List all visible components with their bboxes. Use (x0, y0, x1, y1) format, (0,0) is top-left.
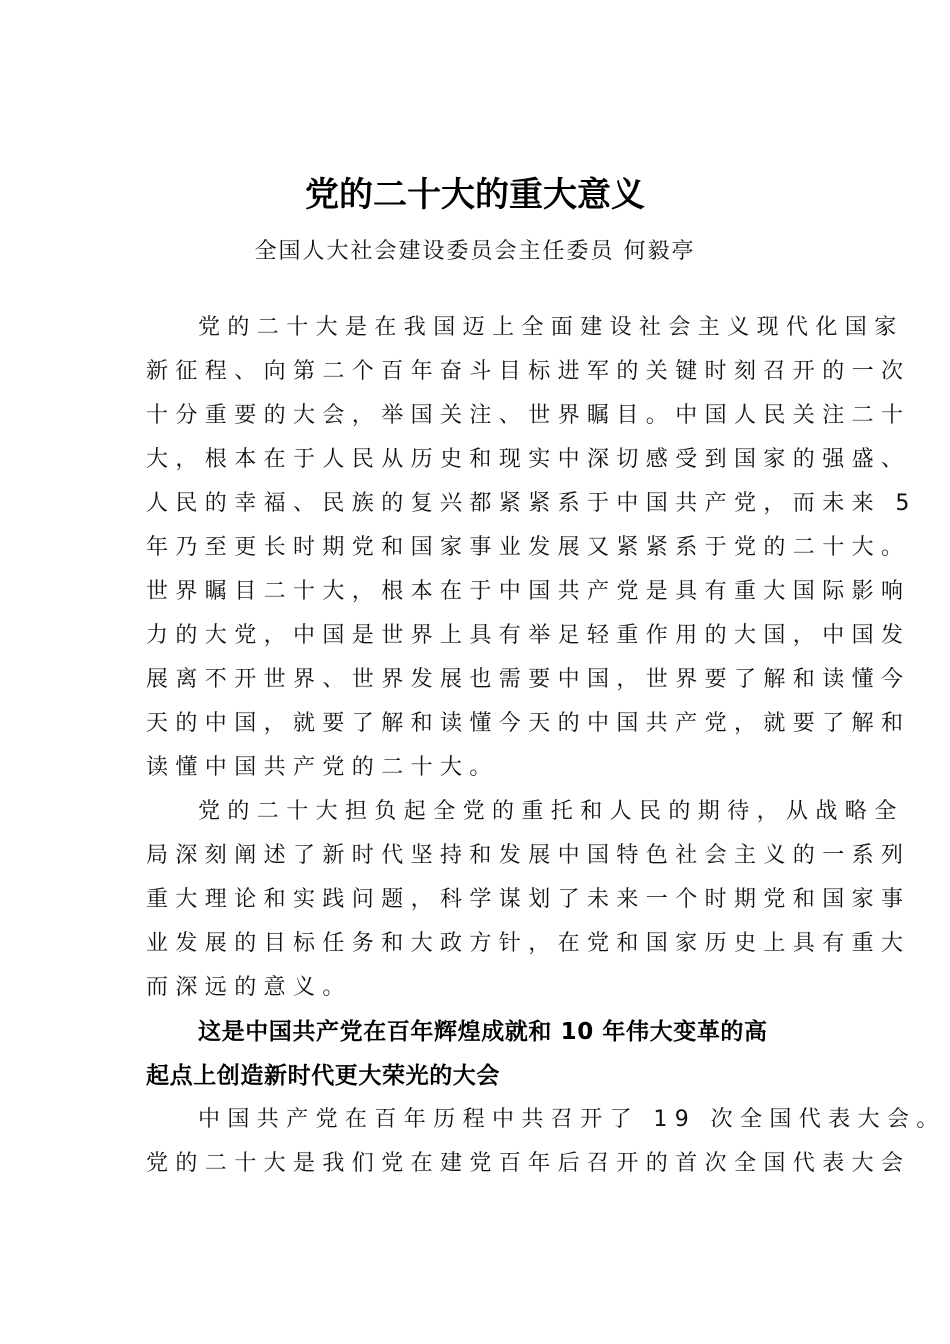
text-line: 党的二十大担负起全党的重托和人民的期待，从战略全 (198, 799, 904, 824)
text-line: 而深远的意义。 (146, 975, 352, 1000)
text-line: 十分重要的大会，举国关注、世界瞩目。中国人民关注二十 (146, 403, 911, 428)
text-line: 重大理论和实践问题，科学谋划了未来一个时期党和国家事 (146, 887, 911, 912)
text-line: 天的中国，就要了解和读懂今天的中国共产党，就要了解和 (146, 711, 911, 736)
text-line: 中国共产党在百年历程中共召开了 19 次全国代表大会。 (198, 1107, 946, 1132)
text-line: 读懂中国共产党的二十大。 (146, 755, 499, 780)
text-line: 业发展的目标任务和大政方针，在党和国家历史上具有重大 (146, 931, 911, 956)
paragraph-1 (146, 306, 917, 790)
text-line: 世界瞩目二十大，根本在于中国共产党是具有重大国际影响 (146, 579, 911, 604)
paragraph-3 (146, 1098, 946, 1186)
text-line: 人民的幸福、民族的复兴都紧紧系于中国共产党，而未来 5 (146, 491, 917, 516)
text-line: 党的二十大是在我国迈上全面建设社会主义现代化国家 (198, 315, 904, 340)
text-line: 党的二十大是我们党在建党百年后召开的首次全国代表大会 (146, 1151, 911, 1176)
document-body (146, 306, 946, 1186)
text-line: 新征程、向第二个百年奋斗目标进军的关键时刻召开的一次 (146, 359, 911, 384)
paragraph-2 (146, 790, 911, 1010)
document-byline: 全国人大社会建设委员会主任委员 何毅亭 (254, 239, 696, 264)
text-line: 大，根本在于人民从历史和现实中深切感受到国家的强盛、 (146, 447, 911, 472)
text-line: 局深刻阐述了新时代坚持和发展中国特色社会主义的一系列 (146, 843, 911, 868)
heading-line: 起点上创造新时代更大荣光的大会 (146, 1063, 500, 1089)
text-line: 力的大党，中国是世界上具有举足轻重作用的大国，中国发 (146, 623, 911, 648)
heading-line: 这是中国共产党在百年辉煌成就和 10 年伟大变革的高 (198, 1019, 768, 1045)
text-line: 展离不开世界、世界发展也需要中国，世界要了解和读懂今 (146, 667, 911, 692)
text-line: 年乃至更长时期党和国家事业发展又紧紧系于党的二十大。 (146, 535, 911, 560)
section-heading (146, 1010, 812, 1098)
document-title: 党的二十大的重大意义 (305, 175, 645, 215)
